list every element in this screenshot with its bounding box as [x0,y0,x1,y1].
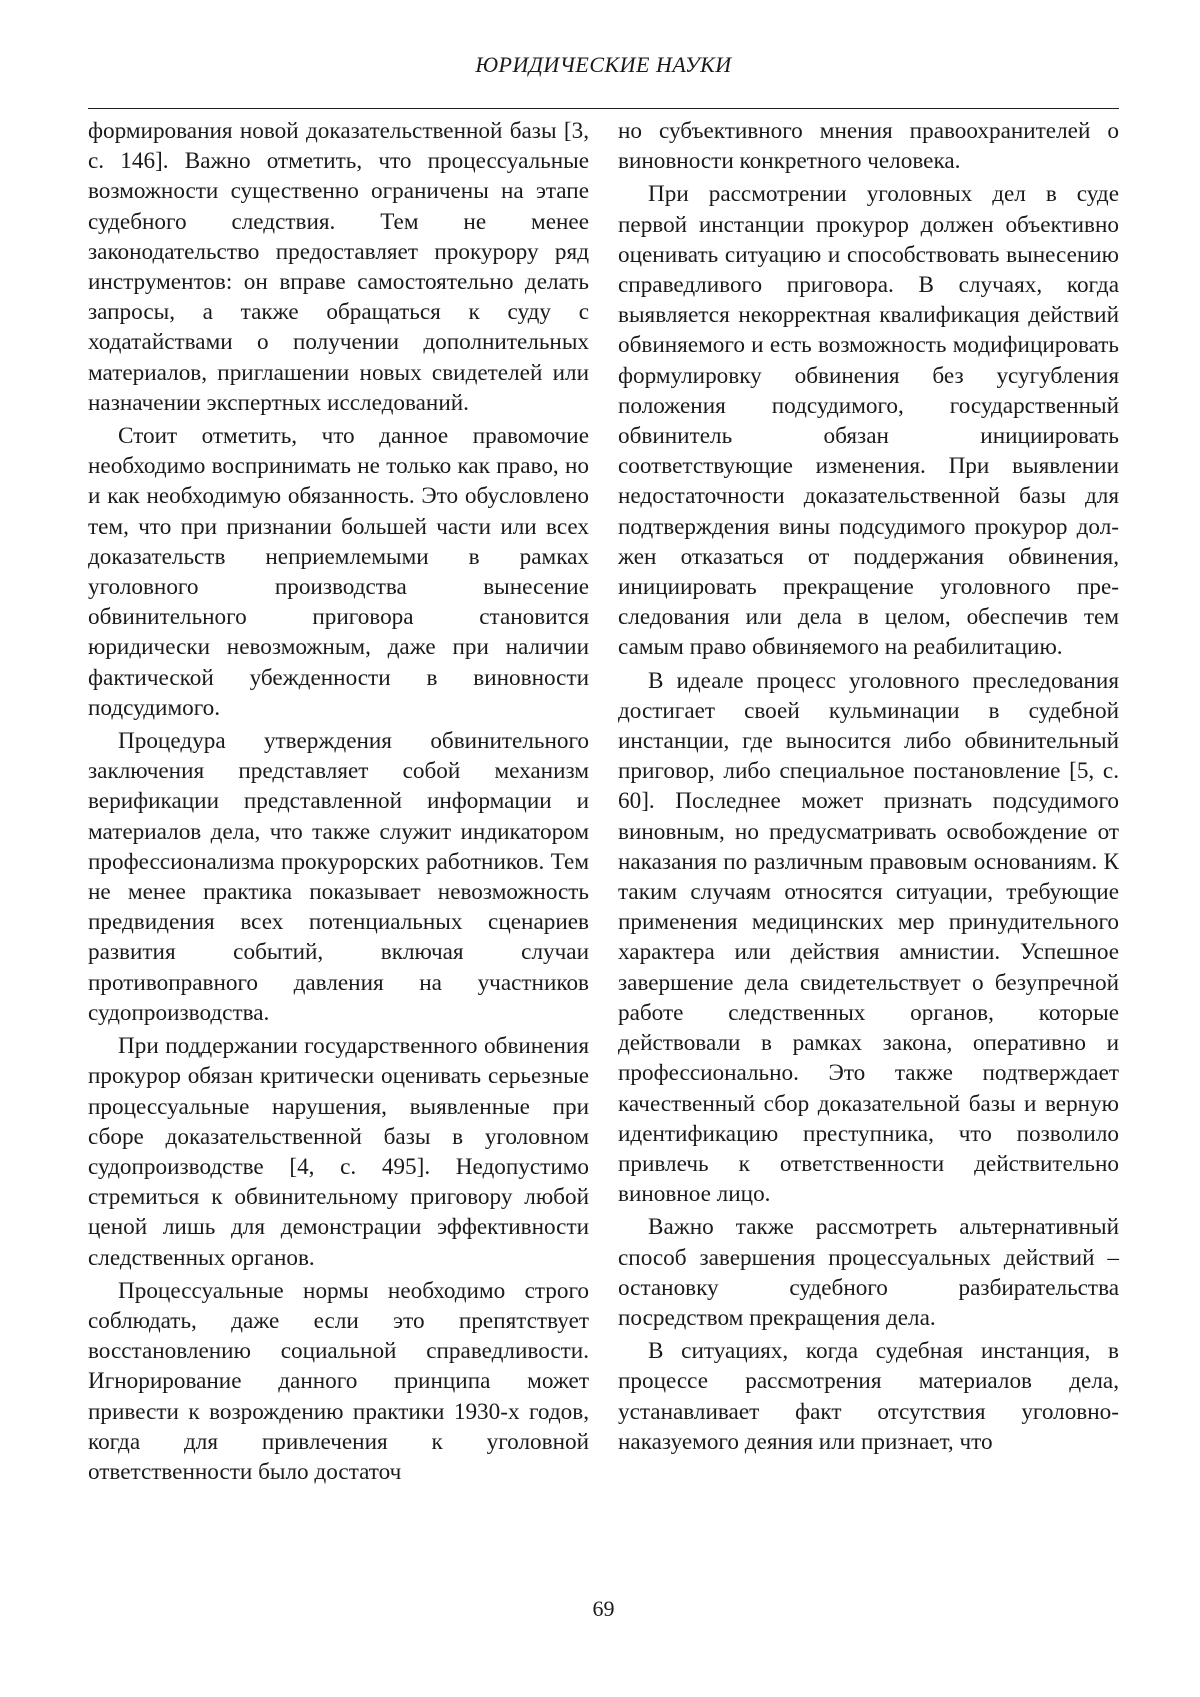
running-header: ЮРИДИЧЕСКИЕ НАУКИ [475,52,732,77]
header-rule [88,108,1119,109]
left-column [88,116,589,1490]
paragraph: В идеале процесс уголовного преследования достигает своей кульминации в судебной инстанции, где выносится либо обвинительный приговор, либо специальное постановление [5, с. 60]. Последнее может признать подсудимого виновным, но предусматривать освобождение от наказания по различным правовым основаниям. К таким случаям относятся ситуации, требующие применения медицинских мер принудительного характера или действия амнистии. Успешное завершение дела свидетельствует о безупречной работе следственных органов, которые действовали в рамках закона, оперативно и профессионально. Это также подтверждает качественный сбор доказательной базы и верную идентификацию преступника, что позволило привлечь к ответственности действительно виновное лицо. [618,667,1119,1208]
paragraph: Процедура утверждения обвинительного заключения представляет собой механизм верификации представленной информации и материалов дела, что также служит индикатором профессионализма прокурорских работников. Тем не менее практика показывает невозможность предвидения всех потенциальных сценариев развития событий, включая случаи противоправного давления на участников судопроизводства. [88,728,589,1026]
paragraph: Важно также рассмотреть альтернативный способ завершения процессуальных действий – остановку судебного разбирательства посредством прекращения дела. [618,1214,1119,1331]
paragraph: При рассмотрении уголовных дел в суде первой инстанции прокурор должен объективно оценивать ситуацию и способствовать вынесению справедливого приговора. В случаях, когда выявляется некорректная квалификация действий обвиняемого и есть возможность модифицировать формулировку обвинения без усугубления положения подсудимого, государственный обвинитель обязан инициировать соответствующие изменения. При выявлении недостаточности доказательственной базы для подтверждения вины подсудимого прокурор должен отказаться от поддержания обвинения, инициировать прекращение уголовного преследования или дела в целом, обеспечив тем самым право обвиняемого на реабилитацию. [618,181,1119,661]
paragraph: но субъективного мнения правоохранителей о виновности конкретного человека. [618,118,1119,175]
paragraph: Процессуальные нормы необходимо строго соблюдать, даже если это препятствует восстановлению социальной справедливости. Игнорирование данного принципа может привести к возрождению практики 1930-х годов, когда для привлечения к уголовной ответственности было достаточ [88,1277,589,1485]
paragraph: При поддержании государственного обвинения прокурор обязан критически оценивать серьезные процессуальные нарушения, выявленные при сборе доказательственной базы в уголовном судопроизводстве [4, с. 495]. Недопустимо стремиться к обвинительному приговору любой ценой лишь для демонстрации эффективности следственных органов. [88,1033,589,1271]
right-column [618,116,1119,1460]
paragraph: формирования новой доказательственной базы [3, с. 146]. Важно отметить, что процессуальные возможности существенно ограничены на этапе судебного следствия. Тем не менее законодательство предоставляет прокурору ряд инструментов: он вправе самостоятельно делать запросы, а также обращаться к суду с ходатайствами о получении дополнительных материалов, приглашении новых свидетелей или назначении экспертных исследований. [88,118,589,416]
paragraph: Стоит отметить, что данное правомочие необходимо воспринимать не только как право, но и как необходимую обязанность. Это обусловлено тем, что при признании большей части или всех доказательств неприемлемыми в рамках уголовного производства вынесение обвинительного приговора становится юридически невозможным, даже при наличии фактической убежденности в виновности подсудимого. [88,423,589,721]
paragraph: В ситуациях, когда судебная инстанция, в процессе рассмотрения материалов дела, устанавливает факт отсутствия уголовно-наказуемого деяния или признает, что [618,1338,1119,1455]
page-number: 69 [592,1596,615,1621]
